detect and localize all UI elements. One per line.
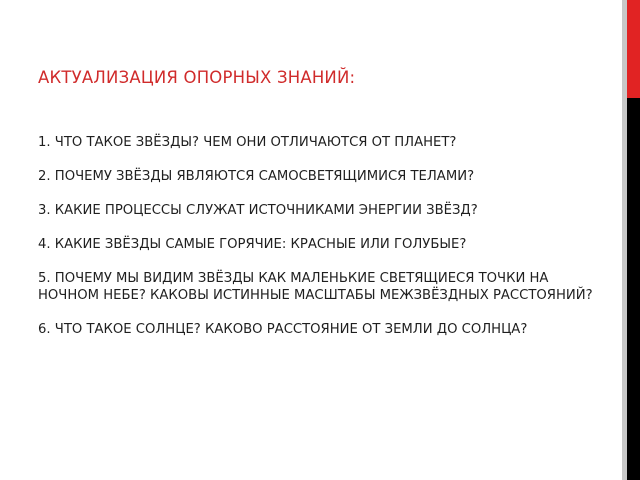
question-item: 5. ПОЧЕМУ МЫ ВИДИМ ЗВЁЗДЫ КАК МАЛЕНЬКИЕ СВЕТЯЩИЕСЯ ТОЧКИ НА НОЧНОМ НЕБЕ? КАКОВЫ ИСТИННЫЕ МАСШТАБЫ МЕЖЗВЁЗДНЫХ РАССТОЯНИЙ? xyxy=(38,271,593,303)
question-list xyxy=(38,134,598,355)
slide-title: АКТУАЛИЗАЦИЯ ОПОРНЫХ ЗНАНИЙ: xyxy=(38,68,356,87)
question-item: 4. КАКИЕ ЗВЁЗДЫ САМЫЕ ГОРЯЧИЕ: КРАСНЫЕ ИЛИ ГОЛУБЫЕ? xyxy=(38,237,467,252)
question-item: 1. ЧТО ТАКОЕ ЗВЁЗДЫ? ЧЕМ ОНИ ОТЛИЧАЮТСЯ ОТ ПЛАНЕТ? xyxy=(38,135,457,150)
question-item: 6. ЧТО ТАКОЕ СОЛНЦЕ? КАКОВО РАССТОЯНИЕ ОТ ЗЕМЛИ ДО СОЛНЦА? xyxy=(38,322,528,337)
accent-bar xyxy=(627,0,640,98)
question-item: 2. ПОЧЕМУ ЗВЁЗДЫ ЯВЛЯЮТСЯ САМОСВЕТЯЩИМИСЯ ТЕЛАМИ? xyxy=(38,169,475,184)
question-item: 3. КАКИЕ ПРОЦЕССЫ СЛУЖАТ ИСТОЧНИКАМИ ЭНЕРГИИ ЗВЁЗД? xyxy=(38,203,478,218)
